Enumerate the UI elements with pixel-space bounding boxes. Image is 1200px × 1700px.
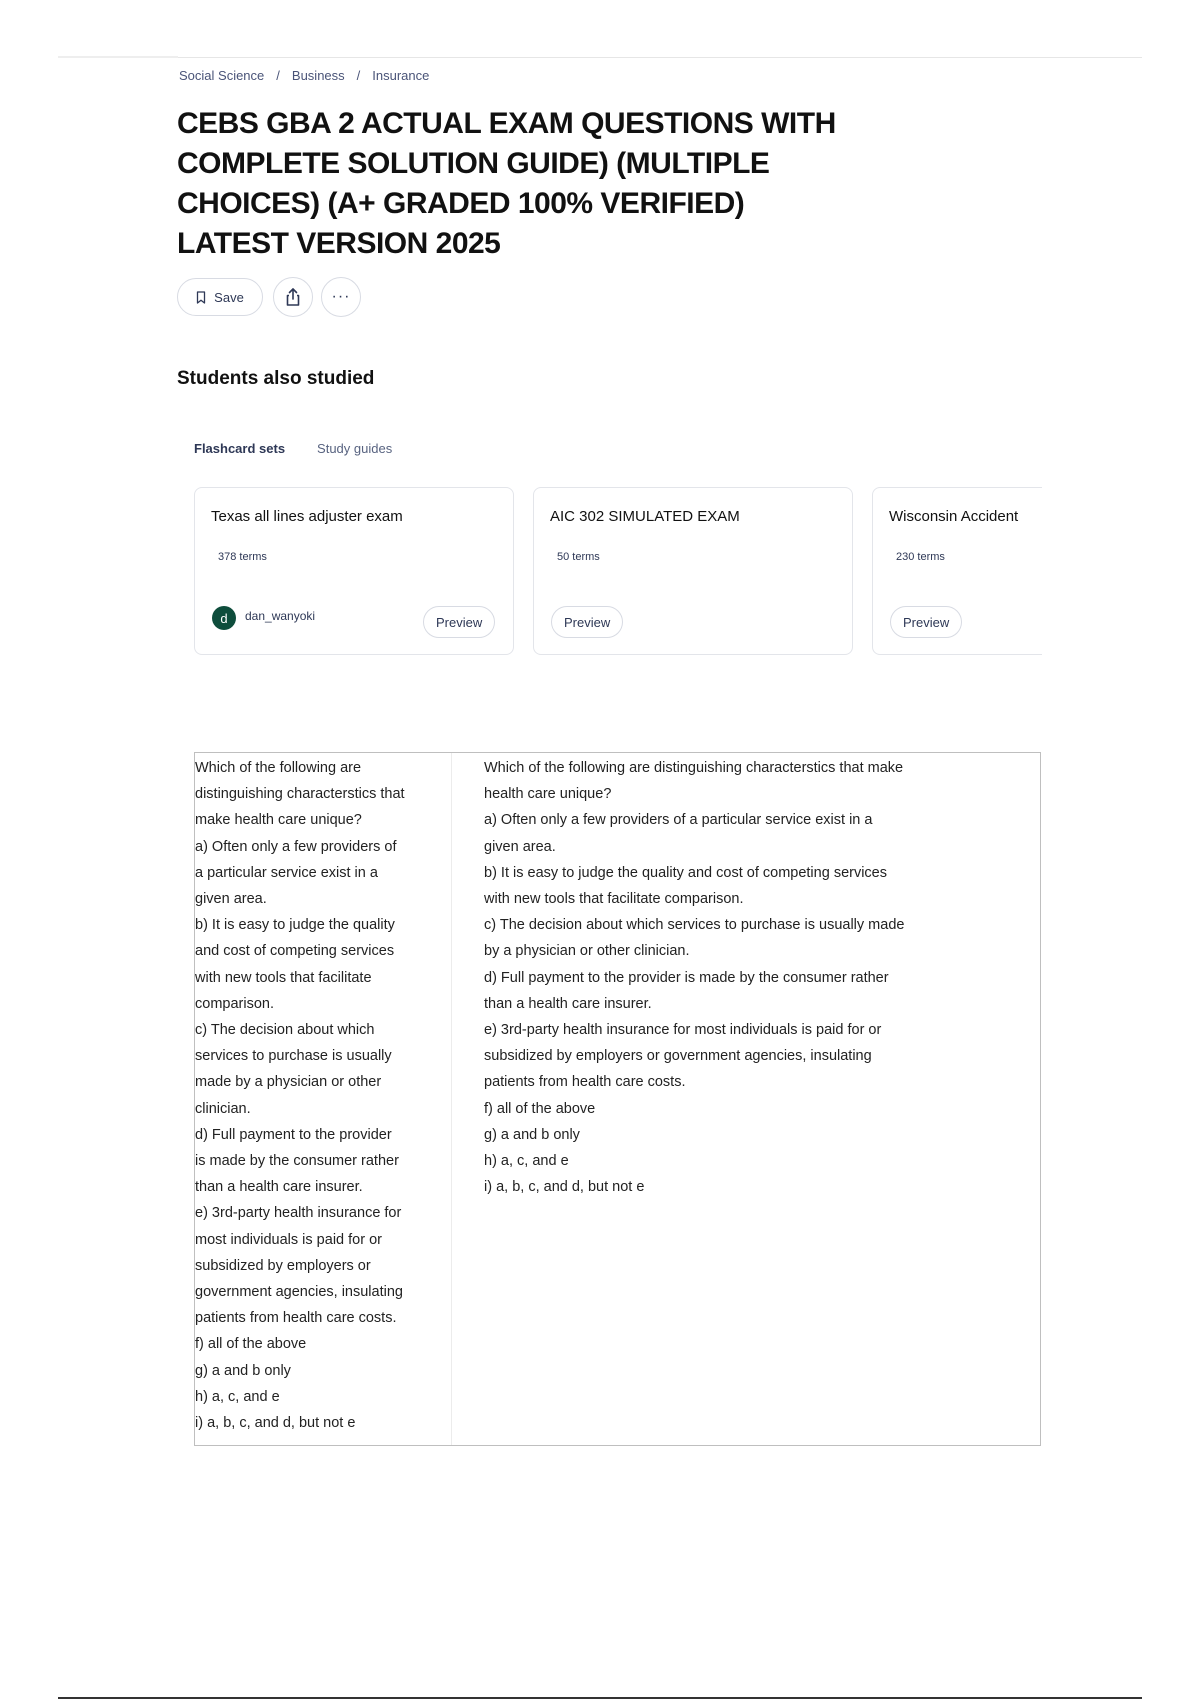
action-bar [177, 277, 369, 317]
answer-line: with new tools that facilitate comparison. [484, 891, 744, 908]
card-username[interactable]: dan_wanyoki [245, 609, 316, 623]
answer-line: b) It is easy to judge the quality and cost of competing services [484, 864, 887, 881]
preview-button[interactable]: Preview [890, 606, 962, 638]
question-line: given area. [195, 891, 267, 908]
answer-line: g) a and b only [484, 1126, 580, 1143]
breadcrumb-separator: / [356, 68, 361, 83]
breadcrumb-separator: / [276, 68, 280, 83]
answer-line: health care unique? [484, 786, 612, 803]
question-line: made by a physician or other [195, 1074, 382, 1091]
more-options-icon: ··· [331, 288, 351, 305]
share-button[interactable] [273, 277, 313, 317]
question-answer-table [194, 752, 1041, 1446]
study-tabs [194, 441, 424, 456]
card-terms-count: 50 terms [557, 551, 600, 563]
question-line: i) a, b, c, and d, but not e [195, 1415, 356, 1432]
card-title: AIC 302 SIMULATED EXAM [550, 508, 740, 525]
study-set-card[interactable] [872, 487, 1042, 655]
question-line: services to purchase is usually [195, 1048, 392, 1065]
students-also-studied-heading: Students also studied [177, 368, 375, 389]
page-title-line: LATEST VERSION 2025 [177, 227, 501, 260]
question-line: g) a and b only [195, 1362, 291, 1379]
question-line: government agencies, insulating [195, 1284, 403, 1301]
page-title-line: COMPLETE SOLUTION GUIDE) (MULTIPLE [177, 147, 770, 180]
answer-line: i) a, b, c, and d, but not e [484, 1179, 645, 1196]
question-line: a) Often only a few providers of [195, 838, 397, 855]
card-terms-count: 230 terms [896, 551, 945, 563]
question-line: clinician. [195, 1100, 251, 1117]
top-divider [58, 57, 1142, 58]
answer-line: d) Full payment to the provider is made by the consumer rather [484, 969, 889, 986]
question-line: patients from health care costs. [195, 1310, 397, 1327]
share-icon [284, 287, 302, 307]
breadcrumb-social-science[interactable]: Social Science [179, 68, 265, 83]
card-title: Wisconsin Accident [889, 508, 1019, 525]
answer-line: f) all of the above [484, 1100, 596, 1117]
breadcrumb [179, 68, 429, 83]
page-title-line: CHOICES) (A+ GRADED 100% VERIFIED) [177, 187, 745, 220]
question-column [195, 755, 443, 1436]
study-set-card[interactable] [194, 487, 514, 655]
save-button[interactable] [177, 278, 263, 316]
preview-button[interactable]: Preview [423, 606, 495, 638]
answer-line: e) 3rd-party health insurance for most individuals is paid for or [484, 1022, 882, 1039]
question-line: c) The decision about which [195, 1022, 375, 1039]
page-title [177, 104, 897, 264]
answer-line: a) Often only a few providers of a particular service exist in a [484, 812, 873, 829]
question-line: e) 3rd-party health insurance for [195, 1205, 402, 1222]
tab-study-guides[interactable]: Study guides [317, 441, 393, 456]
question-line: distinguishing characterstics that [195, 786, 405, 803]
question-line: make health care unique? [195, 812, 362, 829]
question-line: subsidized by employers or [195, 1257, 371, 1274]
question-line: most individuals is paid for or [195, 1231, 382, 1248]
column-divider [451, 753, 452, 1445]
answer-line: than a health care insurer. [484, 995, 652, 1012]
question-line: h) a, c, and e [195, 1388, 280, 1405]
question-line: f) all of the above [195, 1336, 307, 1353]
bottom-divider [58, 1697, 1142, 1699]
breadcrumb-business[interactable]: Business [291, 68, 345, 83]
avatar: d [212, 606, 236, 630]
card-terms-count: 378 terms [218, 551, 267, 563]
answer-line: c) The decision about which services to purchase is usually made [484, 917, 905, 934]
page-title-line: CEBS GBA 2 ACTUAL EXAM QUESTIONS WITH [177, 107, 836, 140]
answer-line: Which of the following are distinguishing characterstics that make [484, 760, 904, 776]
question-line: is made by the consumer rather [195, 1153, 399, 1170]
preview-button[interactable]: Preview [551, 606, 623, 638]
answer-column [484, 755, 1004, 1200]
bookmark-icon [196, 291, 206, 304]
question-line: with new tools that facilitate [195, 969, 372, 986]
answer-line: given area. [484, 838, 556, 855]
answer-line: h) a, c, and e [484, 1153, 569, 1170]
answer-line: subsidized by employers or government agencies, insulating [484, 1048, 872, 1065]
question-line: d) Full payment to the provider [195, 1126, 392, 1143]
question-line: comparison. [195, 995, 274, 1012]
save-label: Save [214, 289, 244, 305]
study-set-card[interactable] [533, 487, 853, 655]
question-line: b) It is easy to judge the quality [195, 917, 395, 934]
question-line: a particular service exist in a [195, 864, 378, 881]
study-set-carousel [194, 487, 1042, 657]
answer-line: patients from health care costs. [484, 1074, 686, 1091]
tab-flashcard-sets[interactable]: Flashcard sets [194, 441, 286, 456]
card-title: Texas all lines adjuster exam [211, 508, 403, 525]
more-options-button[interactable] [321, 277, 361, 317]
question-line: than a health care insurer. [195, 1179, 363, 1196]
breadcrumb-insurance[interactable]: Insurance [372, 68, 430, 83]
question-line: Which of the following are [195, 760, 362, 776]
answer-line: by a physician or other clinician. [484, 943, 690, 960]
question-line: and cost of competing services [195, 943, 395, 960]
